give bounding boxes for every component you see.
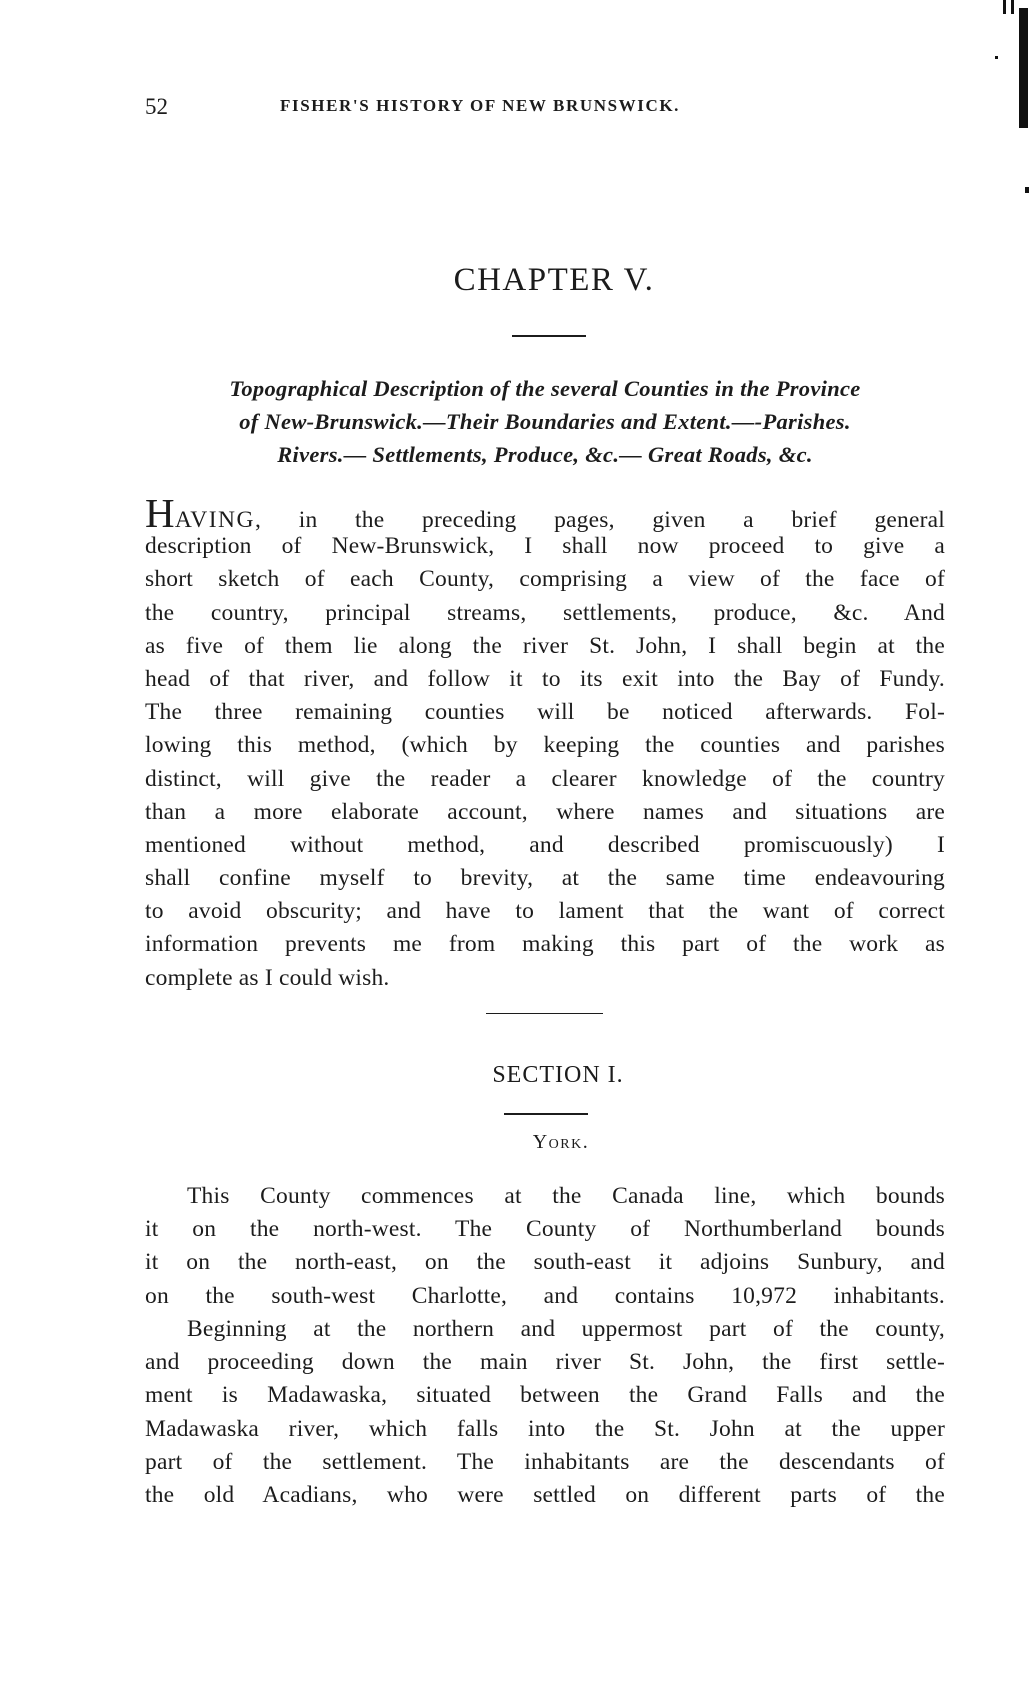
synopsis-line: of New-Brunswick.—Their Boundaries and Extent.—-Parishes. [239,409,851,434]
paragraph-line: Madawaska river, which falls into the St. John at the upper [145,1415,945,1442]
scan-artifact [995,56,998,59]
paragraph-line: than a more elaborate account, where names and situations are [145,798,945,825]
intro-paragraph [145,490,945,995]
paragraph-line: information prevents me from making this part of the work as [145,931,945,958]
paragraph-line: the country, principal streams, settlements, produce, &c. And [145,599,945,626]
paragraph-line: it on the north-east, on the south-east it adjoins Sunbury, and [145,1249,945,1276]
divider-rule [504,1113,588,1115]
paragraph-line [145,490,945,536]
scan-artifact [1011,0,1014,14]
paragraph-line: shall confine myself to brevity, at the same time endeavouring [145,865,945,892]
divider-rule [486,1013,603,1014]
paragraph-line: as five of them lie along the river St. John, I shall begin at the [145,632,945,659]
paragraph-line: complete as I could wish. [145,964,390,991]
paragraph-line: lowing this method, (which by keeping the counties and parishes [145,732,945,759]
synopsis-line: Rivers.— Settlements, Produce, &c.— Great Roads, &c. [277,442,813,467]
drop-initial: H [145,490,175,536]
paragraph-line: Beginning at the northern and uppermost part of the county, [187,1316,945,1342]
paragraph-line: the old Acadians, who were settled on different parts of the [145,1481,945,1508]
paragraph-line: This County commences at the Canada line, which bounds [187,1183,945,1209]
scan-artifact [1019,8,1028,128]
chapter-title: CHAPTER V. [453,262,655,298]
paragraph-line: mentioned without method, and described promiscuously) I [145,831,945,858]
opening-word: AVING [174,507,255,533]
section-paragraph [145,1313,945,1512]
synopsis-line: Topographical Description of the several Counties in the Province [229,376,861,401]
paragraph-line: it on the north-west. The County of Northumberland bounds [145,1216,945,1243]
paragraph-line: distinct, will give the reader a clearer knowledge of the country [145,765,945,792]
section-paragraph [145,1180,945,1313]
page-number: 52 [145,94,168,119]
scan-artifact [1003,0,1006,14]
paragraph-line: ment is Madawaska, situated between the Grand Falls and the [145,1382,945,1409]
running-title: FISHER'S HISTORY OF NEW BRUNSWICK. [280,96,681,115]
first-line-text: , in the preceding pages, given a brief general [255,507,945,533]
chapter-synopsis [145,372,945,471]
paragraph-line: The three remaining counties will be noticed afterwards. Fol- [145,699,945,726]
paragraph-line: head of that river, and follow it to its exit into the Bay of Fundy. [145,665,945,692]
paragraph-line: part of the settlement. The inhabitants are the descendants of [145,1448,945,1475]
paragraph-line: short sketch of each County, comprising a view of the face of [145,566,945,593]
paragraph-line: description of New-Brunswick, I shall now proceed to give a [145,533,945,560]
section-subtitle: York. [532,1131,590,1153]
section-title: SECTION I. [492,1062,624,1088]
divider-rule [512,335,586,337]
running-head [145,94,945,124]
paragraph-line: on the south-west Charlotte, and contains 10,972 inhabitants. [145,1282,945,1309]
paragraph-line: to avoid obscurity; and have to lament that the want of correct [145,898,945,925]
scan-artifact [1025,187,1029,193]
paragraph-line: and proceeding down the main river St. John, the first settle- [145,1349,945,1376]
